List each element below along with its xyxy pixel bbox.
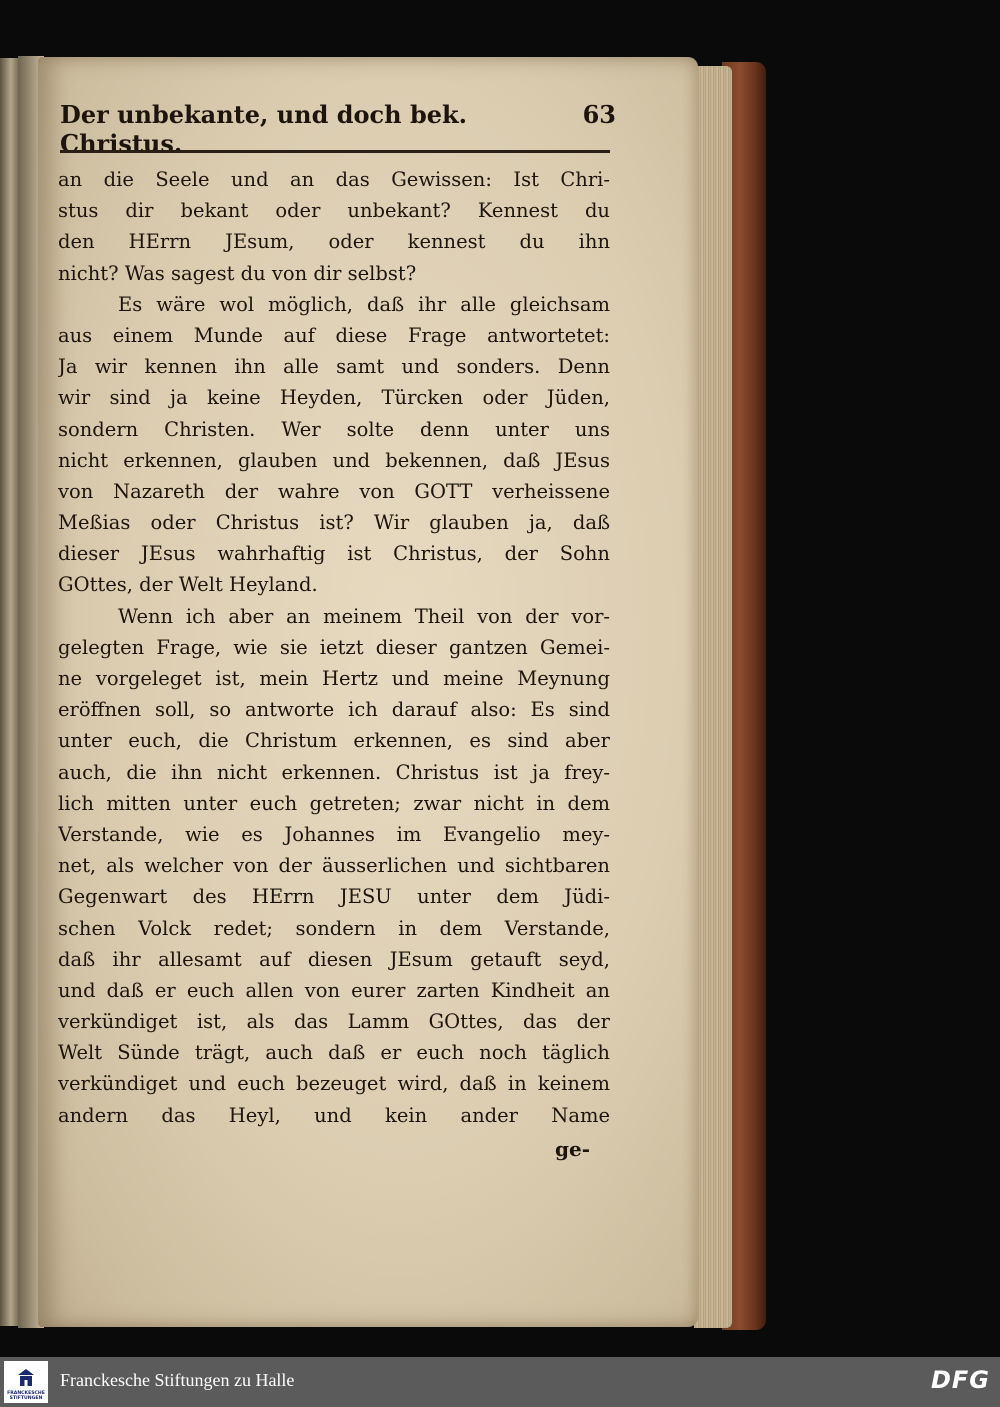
text-line: andern das Heyl, und kein ander Name: [58, 1103, 610, 1127]
institution-name[interactable]: Franckesche Stiftungen zu Halle: [60, 1370, 295, 1390]
catchword: ge-: [555, 1137, 591, 1161]
text-line: net, als welcher von der äusserlichen und sichtbaren: [58, 854, 610, 878]
text-line: schen Volck redet; sondern in dem Verstande,: [58, 916, 610, 940]
text-line: gelegten Frage, wie sie ietzt dieser gantzen Gemei-: [58, 635, 610, 659]
left-page-edge: [0, 58, 18, 1326]
page-header: [60, 100, 616, 158]
text-line: GOttes, der Welt Heyland.: [58, 573, 318, 597]
text-line: aus einem Munde auf diese Frage antwortetet:: [58, 323, 610, 347]
text-line: wir sind ja keine Heyden, Türcken oder Jüden,: [58, 386, 610, 410]
page-fore-edge: [694, 66, 732, 1328]
logo-text: FRANCKESCHE STIFTUNGEN: [7, 1391, 45, 1401]
text-line: Verstande, wie es Johannes im Evangelio mey-: [58, 822, 610, 846]
text-line: Es wäre wol möglich, daß ihr alle gleichsam: [118, 292, 610, 316]
text-line: Welt Sünde trägt, auch daß er euch noch täglich: [58, 1041, 610, 1065]
page-text: [58, 164, 610, 1131]
text-line: dieser JEsus wahrhaftig ist Christus, der Sohn: [58, 542, 610, 566]
text-line: an die Seele und an das Gewissen: Ist Chri-: [58, 168, 610, 191]
text-line: unter euch, die Christum erkennen, es sind aber: [58, 729, 610, 753]
text-line: ne vorgeleget ist, mein Hertz und meine Meynung: [58, 667, 610, 690]
text-line: daß ihr allesamt auf diesen JEsum getauft seyd,: [58, 947, 610, 971]
header-rule: [60, 150, 610, 153]
text-line: verkündiget ist, als das Lamm GOttes, das der: [58, 1010, 610, 1034]
text-line: eröffnen soll, so antworte ich darauf also: Es sind: [58, 698, 610, 722]
text-line: und daß er euch allen von eurer zarten Kindheit an: [58, 978, 610, 1002]
text-line: Gegenwart des HErrn JESU unter dem Jüdi-: [58, 885, 610, 909]
institution-logo[interactable]: [4, 1361, 48, 1403]
dfg-logo[interactable]: DFG: [930, 1366, 990, 1394]
text-line: den HErrn JEsum, oder kennest du ihn: [58, 230, 610, 254]
text-line: Wenn ich aber an meinem Theil von der vor-: [118, 604, 610, 628]
page-number: 63: [582, 100, 616, 129]
text-line: von Nazareth der wahre von GOTT verheissene: [58, 479, 610, 503]
text-line: stus dir bekant oder unbekant? Kennest du: [58, 199, 610, 223]
building-icon: [17, 1368, 35, 1388]
text-line: nicht erkennen, glauben und bekennen, daß JEsus: [58, 448, 610, 472]
viewer-footer: [0, 1357, 1000, 1407]
text-line: verkündiget und euch bezeuget wird, daß in keinem: [58, 1072, 610, 1096]
text-line: Meßias oder Christus ist? Wir glauben ja, daß: [58, 511, 610, 535]
text-line: sondern Christen. Wer solte denn unter uns: [58, 417, 610, 441]
text-line: lich mitten unter euch getreten; zwar nicht in dem: [58, 791, 610, 815]
running-head: Der unbekante, und doch bek. Christus.: [60, 100, 468, 158]
text-line: auch, die ihn nicht erkennen. Christus ist ja frey-: [58, 760, 610, 784]
text-line: Ja wir kennen ihn alle samt und sonders. Denn: [58, 355, 610, 379]
text-line: nicht? Was sagest du von dir selbst?: [58, 261, 417, 285]
